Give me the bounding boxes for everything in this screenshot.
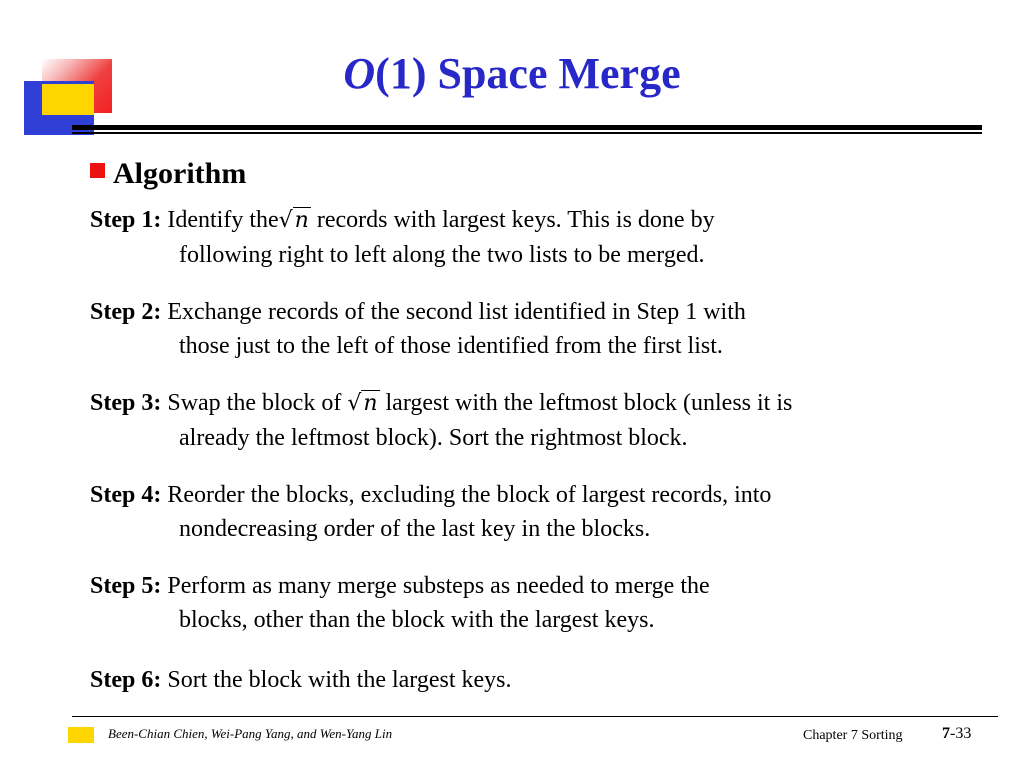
step-label: Step 5: [90,573,162,599]
title-rule-thick [72,125,982,130]
step-text: Perform as many merge substeps as needed to merge the [161,573,710,599]
step-label: Step 4: [90,482,162,508]
page-number [942,725,971,743]
step-text: Exchange records of the second list identified in Step 1 with [161,299,746,325]
title-italic-o: O [343,49,376,98]
step-label: Step 6: [90,667,162,693]
step-text: Sort the block with the largest keys. [161,667,512,693]
step-5 [90,569,970,637]
footer-yellow-square [68,727,94,743]
title-text: (1) Space Merge [375,49,681,98]
step-text-cont: largest with the leftmost block (unless it is [379,390,793,416]
section-heading [90,156,246,192]
step-text-line2: nondecreasing order of the last key in the blocks. [179,516,651,542]
page-number-slide: -33 [950,725,972,742]
step-text: Identify the [161,207,279,233]
step-4 [90,478,970,546]
step-label: Step 1: [90,207,162,233]
step-text-line2: blocks, other than the block with the largest keys. [179,607,655,633]
step-text-line2: following right to left along the two lists to be merged. [179,242,705,268]
step-6 [90,663,970,697]
footer-rule [72,716,998,717]
step-2 [90,295,970,363]
step-label: Step 2: [90,299,162,325]
step-label: Step 3: [90,390,162,416]
footer-authors: Been-Chian Chien, Wei-Pang Yang, and Wen-Yang Lin [108,726,393,741]
sqrt-n-icon: √n [278,208,309,233]
footer-chapter: Chapter 7 Sorting [803,728,903,743]
step-text-line2: those just to the left of those identified from the first list. [179,333,723,359]
step-text-line2: already the leftmost block). Sort the rightmost block. [179,425,688,451]
step-1 [90,203,970,272]
step-text: Swap the block of [161,390,348,416]
heading-text: Algorithm [113,157,247,190]
step-text-cont: records with largest keys. This is done by [310,207,715,233]
step-text: Reorder the blocks, excluding the block of largest records, into [161,482,772,508]
slide-title [0,48,1024,100]
sqrt-n-icon: √n [347,391,378,416]
step-3 [90,386,970,455]
page-number-chapter: 7 [942,725,950,742]
square-bullet-icon [90,163,105,178]
title-rule-thin [72,132,982,134]
